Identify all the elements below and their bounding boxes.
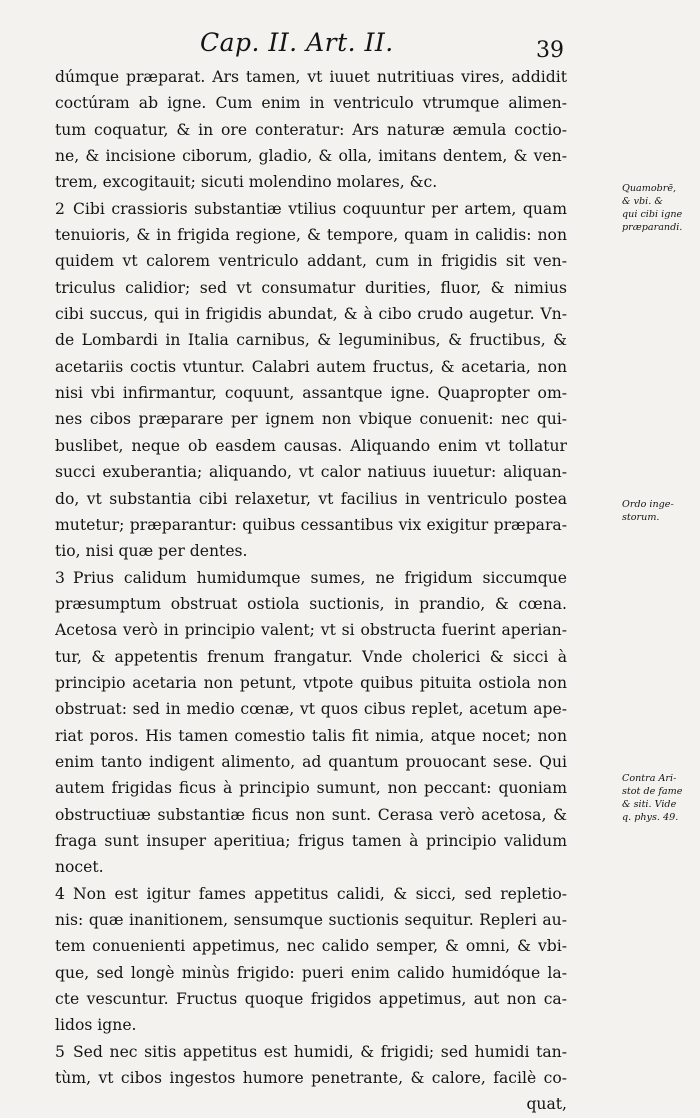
text-line (55, 406, 567, 432)
paragraph-number: 3 (55, 568, 65, 587)
body-text (55, 64, 683, 1118)
margin-note-line: Quamobrē, (622, 183, 677, 194)
text-line (55, 1039, 567, 1065)
text-line (55, 986, 567, 1012)
line-text: tem conuenienti appetimus, nec calido semper, & omni, & vbi- (55, 937, 567, 956)
line-text: Cibi crassioris substantiæ vtilius coquuntur per artem, quam (73, 199, 567, 218)
line-text: nocet. (55, 858, 104, 877)
line-text: que, sed longè minùs frigido: pueri enim calido humidóque la- (55, 963, 567, 982)
text-line (55, 248, 567, 274)
text-line (55, 433, 567, 459)
paragraph-number: 2 (55, 199, 65, 218)
text-line (55, 617, 567, 643)
margin-note (622, 182, 682, 234)
text-line (55, 222, 567, 248)
text-line (55, 1065, 567, 1091)
line-text: riat poros. His tamen comestio talis fit nimia, atque nocet; non (55, 726, 567, 745)
line-text: tum coquatur, & in ore conteratur: Ars naturæ æmula coctio- (55, 120, 567, 139)
margin-note-line: præparandi. (622, 222, 683, 233)
text-line (55, 565, 567, 591)
line-text: nes cibos præparare per ignem non vbique conuenit: nec qui- (55, 410, 567, 429)
line-text: mutetur; præparantur: quibus cessantibus vix exigitur præpara- (55, 515, 567, 534)
line-text: buslibet, neque ob easdem causas. Aliquando enim vt tollatur (55, 436, 567, 455)
line-text: Non est igitur fames appetitus calidi, & sicci, sed repletio- (73, 884, 567, 903)
line-text: lidos igne. (55, 1016, 137, 1035)
line-text: tenuioris, & in frigida regione, & tempore, quam in calidis: non (55, 226, 567, 245)
line-text: enim tanto indigent alimento, ad quantum prouocant sese. Qui (55, 752, 567, 771)
text-line (55, 723, 567, 749)
line-text: coctúram ab igne. Cum enim in ventriculo vtrumque alimen- (55, 94, 567, 113)
margin-note-line: & siti. Vide (622, 799, 677, 810)
line-text: quidem vt calorem ventriculo addant, cum in frigidis sit ven- (55, 252, 567, 271)
margin-note-line: storum. (622, 512, 660, 523)
text-line (55, 749, 567, 775)
margin-note-line: stot de fame (622, 786, 683, 797)
line-text: succi exuberantia; aliquando, vt calor natiuus iuuetur: aliquan- (55, 463, 567, 482)
text-line (55, 1012, 567, 1038)
text-line (55, 775, 567, 801)
text-line (55, 301, 567, 327)
text-line (55, 907, 567, 933)
margin-note (622, 772, 682, 824)
line-text: fraga sunt insuper aperitiua; frigus tamen à principio validum (55, 831, 567, 850)
text-line (55, 512, 567, 538)
line-text: cte vescuntur. Fructus quoque frigidos appetimus, aut non ca- (55, 990, 567, 1009)
text-line (55, 380, 567, 406)
text-line (55, 275, 567, 301)
line-text: nis: quæ inanitionem, sensumque suctionis sequitur. Repleri au- (55, 911, 567, 929)
text-line (55, 90, 567, 116)
line-text: Sed nec sitis appetitus est humidi, & frigidi; sed humidi tan- (73, 1042, 567, 1061)
line-text: tùm, vt cibos ingestos humore penetrante, & calore, facilè co- (55, 1069, 567, 1088)
line-text: autem frigidas ficus à principio sumunt, non peccant: quoniam (55, 779, 567, 798)
margin-note-line: & vbi. & (622, 196, 663, 207)
line-text: quat, (526, 1095, 567, 1114)
text-line (55, 854, 567, 880)
margin-note (622, 498, 674, 524)
line-text: nisi vbi infirmantur, coquunt, assantque igne. Quapropter om- (55, 384, 567, 403)
line-text: Acetosa verò in principio valent; vt si obstructa fuerint aperian- (55, 621, 567, 640)
text-line (55, 459, 567, 485)
line-text: Prius calidum humidumque sumes, ne frigidum siccumque (73, 568, 567, 587)
text-line (55, 802, 567, 828)
line-text: triculus calidior; sed vt consumatur durities, fluor, & nimius (55, 278, 567, 297)
text-line (55, 143, 567, 169)
text-line (55, 327, 567, 353)
text-line (55, 644, 567, 670)
text-line (55, 933, 567, 959)
line-text: præsumptum obstruat ostiola suctionis, in prandio, & cœna. (55, 594, 567, 613)
line-text: de Lombardi in Italia carnibus, & leguminibus, & fructibus, & (55, 331, 567, 350)
text-line (55, 881, 567, 907)
text-line (55, 828, 567, 854)
margin-note-line: Ordo inge- (622, 499, 674, 510)
text-line (55, 117, 567, 143)
text-line (55, 670, 567, 696)
text-line (55, 354, 567, 380)
margin-note-line: qui cibi igne (622, 209, 683, 220)
line-text: tur, & appetentis frenum frangatur. Vnde cholerici & sicci à (55, 647, 567, 666)
page-number: 39 (536, 38, 564, 63)
text-line (55, 696, 567, 722)
text-line (55, 196, 567, 222)
paragraph-number: 4 (55, 884, 65, 903)
margin-note-line: q. phys. 49. (622, 812, 679, 823)
text-line (55, 538, 567, 564)
text-line (55, 591, 567, 617)
text-line (55, 169, 567, 195)
line-text: ne, & incisione ciborum, gladio, & olla, imitans dentem, & ven- (55, 147, 567, 166)
line-text: cibi succus, qui in frigidis abundat, & à cibo crudo augetur. Vn- (55, 305, 567, 324)
line-text: tio, nisi quæ per dentes. (55, 542, 248, 561)
page-header (200, 28, 564, 64)
paragraph-number: 5 (55, 1042, 65, 1061)
line-text: obstruat: sed in medio cœnæ, vt quos cibus replet, acetum ape- (55, 700, 567, 719)
line-text: trem, excogitauit; sicuti molendino molares, &c. (55, 173, 438, 192)
line-text: acetariis coctis vtuntur. Calabri autem fructus, & acetaria, non (55, 357, 567, 376)
text-line (55, 486, 567, 512)
text-line (55, 64, 567, 90)
line-text: obstructiuæ substantiæ ficus non sunt. Cerasa verò acetosa, & (55, 805, 567, 824)
margin-note-line: Contra Ari- (622, 773, 677, 784)
running-head: Cap. II. Art. II. (200, 28, 394, 57)
line-text: dúmque præparat. Ars tamen, vt iuuet nutritiuas vires, addidit (55, 68, 567, 86)
text-line (55, 960, 567, 986)
text-line (55, 1091, 567, 1117)
line-text: do, vt substantia cibi relaxetur, vt facilius in ventriculo postea (55, 489, 567, 508)
line-text: principio acetaria non petunt, vtpote quibus pituita ostiola non (55, 673, 567, 692)
